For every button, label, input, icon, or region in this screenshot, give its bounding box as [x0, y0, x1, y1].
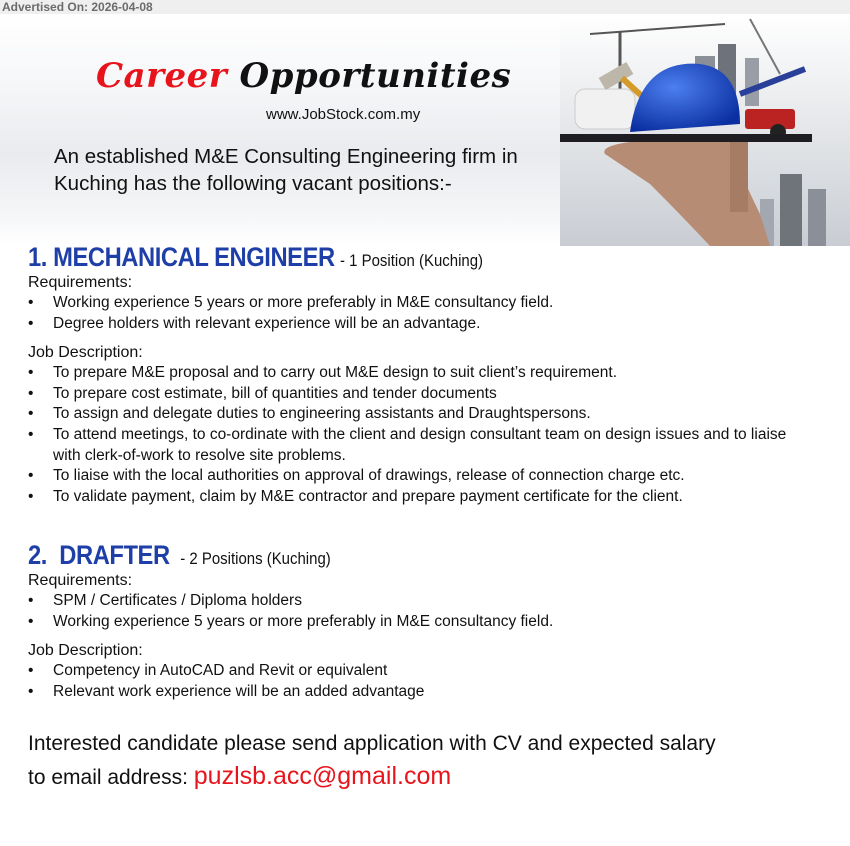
job-drafter: [28, 540, 553, 702]
title-opportunities: Opportunities: [239, 56, 512, 96]
list-item: • To attend meetings, to co-ordinate with the client and design consultant team on design issues and to liaise with clerk-of-work to resolve site problems.: [28, 425, 808, 466]
contact-prefix: to email address:: [28, 766, 188, 789]
list-item: • Working experience 5 years or more preferably in M&E consultancy field.: [28, 293, 808, 314]
contact-line-1: Interested candidate please send application with CV and expected salary: [28, 732, 716, 755]
job-positions: - 2 Positions (Kuching): [180, 549, 331, 568]
list-item: • To prepare cost estimate, bill of quantities and tender documents: [28, 384, 808, 405]
title-career: Career: [96, 56, 228, 96]
list-item: • Working experience 5 years or more preferably in M&E consultancy field.: [28, 612, 553, 633]
list-item: • SPM / Certificates / Diploma holders: [28, 591, 553, 612]
requirements-label: Requirements:: [28, 274, 133, 291]
requirements-list: [28, 591, 553, 632]
contact-line-2: [28, 760, 716, 794]
intro-text: An established M&E Consulting Engineering firm in Kuching has the following vacant positions:-: [54, 145, 518, 195]
website-link[interactable]: www.JobStock.com.my: [266, 106, 421, 123]
advertised-date: Advertised On: 2026-04-08: [2, 0, 153, 14]
requirements-label: Requirements:: [28, 572, 133, 589]
list-item: • To prepare M&E proposal and to carry out M&E design to suit client’s requirement.: [28, 363, 808, 384]
job-description-list: [28, 363, 808, 507]
job-positions: - 1 Position (Kuching): [340, 251, 484, 270]
job-description-label: Job Description:: [28, 642, 143, 660]
list-item: • Relevant work experience will be an added advantage: [28, 682, 553, 703]
list-item: • To assign and delegate duties to engineering assistants and Draughtspersons.: [28, 404, 808, 425]
job-description-label: Job Description:: [28, 344, 143, 362]
job-title-text: 2. DRAFTER: [28, 540, 170, 570]
requirements-list: [28, 293, 808, 334]
list-item: • Degree holders with relevant experience will be an advantage.: [28, 314, 808, 335]
list-item: • To liaise with the local authorities on approval of drawings, release of connection charge etc.: [28, 466, 808, 487]
list-item: • To validate payment, claim by M&E contractor and prepare payment certificate for the client.: [28, 487, 808, 508]
job-title-text: 1. MECHANICAL ENGINEER: [28, 242, 335, 272]
construction-illustration-icon: [560, 14, 850, 246]
job-title: [28, 242, 483, 273]
advertised-date-bar: [0, 0, 850, 14]
list-item: • Competency in AutoCAD and Revit or equivalent: [28, 661, 553, 682]
job-description-list: [28, 661, 553, 702]
contact-section: [28, 727, 716, 794]
page-title: [96, 56, 511, 96]
job-title: [28, 540, 331, 571]
job-mechanical-engineer: [28, 242, 808, 507]
email-link[interactable]: puzlsb.acc@gmail.com: [193, 762, 452, 790]
